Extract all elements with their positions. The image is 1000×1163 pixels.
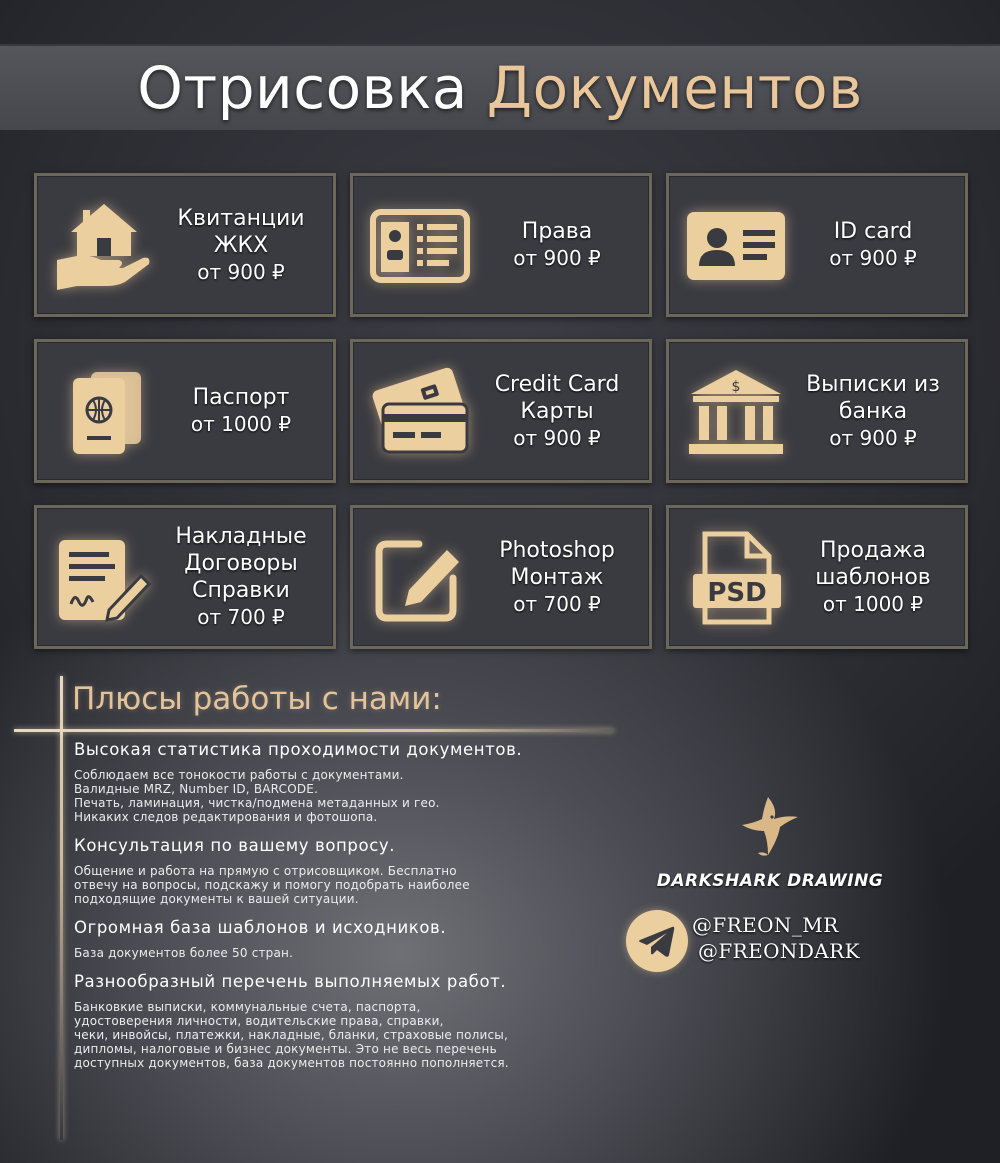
service-price: от 900 ₽ [513, 246, 601, 270]
service-text [787, 508, 959, 646]
brand-name: DARKSHARK DRAWING [656, 871, 884, 891]
bank-icon [685, 364, 787, 460]
service-card-utilities[interactable] [34, 173, 336, 317]
service-text [471, 508, 643, 646]
service-name: Накладные Договоры Справки [175, 524, 307, 603]
advantage-body: Соблюдаем все тонокости работы с документами. Валидные MRZ, Number ID, BARCODE. Печать, ламинация, чистка/подмена метаданных и гео. Никаких следов редактирования и фотошопа. [74, 768, 440, 824]
service-text [155, 176, 327, 314]
service-name: Photoshop Монтаж [499, 537, 615, 590]
edit-pencil-icon [369, 530, 471, 626]
title-banner [0, 44, 1000, 130]
service-price: от 1000 ₽ [190, 412, 292, 436]
service-price: от 900 ₽ [829, 425, 917, 450]
service-card-passport[interactable] [34, 339, 336, 483]
telegram-handle-2[interactable]: @FREONDARK [698, 939, 860, 963]
telegram-icon[interactable] [626, 910, 688, 972]
credit-card-icon [369, 364, 471, 460]
decor-vertical-line [60, 676, 63, 1140]
service-text [471, 176, 643, 314]
advantage-heading: Высокая статистика проходимости документов. [74, 740, 523, 759]
advantage-body: Банковкие выписки, коммунальные счета, паспорта, удостоверения личности, водительские права, справки, чеки, инвойсы, платежки, накладные, бланки, страховые полисы, дипломы, налоговые и бизнес документы. Это не весь перечень доступных документов, база документов постоянно пополняется. [74, 1000, 509, 1070]
service-card-id-card[interactable] [666, 173, 968, 317]
service-text [155, 342, 327, 480]
page-title [137, 54, 863, 122]
service-card-contracts[interactable] [34, 505, 336, 649]
service-price: от 900 ₽ [513, 425, 601, 450]
driver-license-icon [369, 198, 471, 294]
advantage-body: База документов более 50 стран. [74, 946, 294, 960]
advantage-heading: Консультация по вашему вопросу. [74, 836, 396, 855]
service-price: от 700 ₽ [197, 605, 285, 629]
service-text [787, 342, 959, 480]
advantage-heading: Разнообразный перечень выполняемых работ. [74, 972, 507, 991]
service-name: ID card [833, 219, 913, 244]
title-word-1: Отрисовка [137, 54, 468, 122]
service-name: Продажа шаблонов [815, 537, 931, 590]
decor-horizontal-line [14, 729, 614, 732]
contract-icon [53, 530, 155, 626]
contact-handles [692, 912, 860, 964]
advantage-item [74, 836, 614, 906]
service-price: от 900 ₽ [197, 259, 285, 284]
svg-text:PSD: PSD [707, 578, 767, 608]
service-name: Паспорт [192, 385, 290, 410]
service-card-photoshop[interactable] [350, 505, 652, 649]
service-price: от 700 ₽ [513, 591, 601, 616]
advantage-body: Общение и работа на прямую с отрисовщиком. Бесплатно отвечу на вопросы, подскажу и помогу подобрать наиболее подходящие документы к вашей ситуации. [74, 864, 470, 906]
service-price: от 900 ₽ [829, 246, 917, 270]
id-card-icon [685, 198, 787, 294]
services-grid [34, 173, 968, 649]
service-price: от 1000 ₽ [822, 591, 924, 616]
service-card-credit-card[interactable] [350, 339, 652, 483]
service-name: Credit Card Карты [494, 371, 620, 424]
service-name: Квитанции ЖКХ [177, 205, 305, 258]
advantage-heading: Огромная база шаблонов и исходников. [74, 918, 447, 937]
shark-icon [738, 795, 800, 861]
passport-icon [53, 364, 155, 460]
service-name: Выписки из банка [806, 371, 940, 424]
advantage-item [74, 972, 614, 1070]
advantage-item [74, 740, 614, 824]
house-hand-icon [53, 198, 155, 294]
service-card-templates[interactable] [666, 505, 968, 649]
service-name: Права [521, 219, 593, 244]
advantages-list [74, 740, 614, 1082]
service-text [787, 176, 959, 314]
service-card-bank[interactable] [666, 339, 968, 483]
advantage-item [74, 918, 614, 960]
telegram-handle-1[interactable]: @FREON_MR [692, 913, 839, 937]
service-text [471, 342, 643, 480]
psd-file-icon [685, 530, 787, 626]
title-word-2: Документов [486, 54, 863, 122]
service-card-license[interactable] [350, 173, 652, 317]
svg-text:$: $ [731, 379, 741, 395]
service-text [155, 508, 327, 646]
advantages-title: Плюсы работы с нами: [72, 681, 442, 717]
